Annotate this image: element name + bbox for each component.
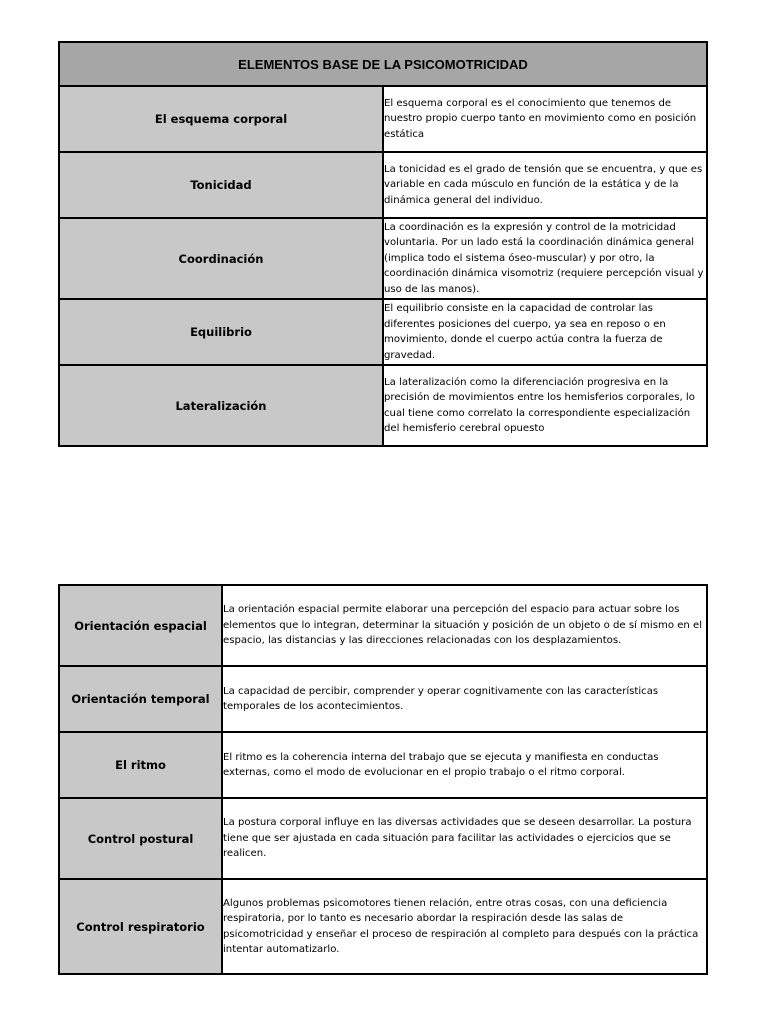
description-cell: El ritmo es la coherencia interna del trabajo que se ejecuta y manifiesta en conductas externas, como el modo de evolucionar en el propio trabajo o el ritmo corporal. — [222, 732, 707, 798]
table-row — [59, 798, 707, 879]
term-cell: Orientación temporal — [59, 666, 222, 732]
description-cell: La coordinación es la expresión y control de la motricidad voluntaria. Por un lado está la coordinación dinámica general (implica todo el sistema óseo-muscular) y por otro, la coordinación dinámica visomotriz (requiere percepción visual y uso de las manos). — [383, 218, 707, 299]
description-cell: Algunos problemas psicomotores tienen relación, entre otras cosas, con una deficiencia respiratoria, por lo tanto es necesario abordar la respiración desde las salas de psicomotricidad y enseñar el proceso de respiración al completo para después con la práctica intentar automatizarlo. — [222, 879, 707, 974]
table-title-row — [59, 42, 707, 86]
description-cell: El esquema corporal es el conocimiento que tenemos de nuestro propio cuerpo tanto en movimiento como en posición estática — [383, 86, 707, 152]
description-cell: La tonicidad es el grado de tensión que se encuentra, y que es variable en cada músculo en función de la estática y de la dinámica general del individuo. — [383, 152, 707, 218]
table-row — [59, 218, 707, 299]
table-title: ELEMENTOS BASE DE LA PSICOMOTRICIDAD — [59, 42, 707, 86]
table-row — [59, 585, 707, 666]
term-cell: Coordinación — [59, 218, 383, 299]
table-row — [59, 299, 707, 365]
term-cell: Orientación espacial — [59, 585, 222, 666]
term-cell: El ritmo — [59, 732, 222, 798]
description-cell: La orientación espacial permite elaborar una percepción del espacio para actuar sobre los elementos que lo integran, determinar la situación y posición de un objeto o de sí mismo en el espacio, las distancias y las direcciones relacionadas con los desplazamientos. — [222, 585, 707, 666]
term-cell: El esquema corporal — [59, 86, 383, 152]
term-cell: Control postural — [59, 798, 222, 879]
elements-table-2 — [58, 584, 708, 975]
elements-table-1 — [58, 41, 708, 447]
table-row — [59, 879, 707, 974]
term-cell: Equilibrio — [59, 299, 383, 365]
description-cell: El equilibrio consiste en la capacidad de controlar las diferentes posiciones del cuerpo, ya sea en reposo o en movimiento, donde el cuerpo actúa contra la fuerza de gravedad. — [383, 299, 707, 365]
table-row — [59, 732, 707, 798]
description-cell: La capacidad de percibir, comprender y operar cognitivamente con las características temporales de los acontecimientos. — [222, 666, 707, 732]
term-cell: Lateralización — [59, 365, 383, 446]
table-row — [59, 365, 707, 446]
table-row — [59, 152, 707, 218]
description-cell: La postura corporal influye en las diversas actividades que se deseen desarrollar. La postura tiene que ser ajustada en cada situación para facilitar las actividades o ejercicios que se realicen. — [222, 798, 707, 879]
term-cell: Control respiratorio — [59, 879, 222, 974]
term-cell: Tonicidad — [59, 152, 383, 218]
table-row — [59, 666, 707, 732]
description-cell: La lateralización como la diferenciación progresiva en la precisión de movimientos entre los hemisferios corporales, lo cual tiene como correlato la correspondiente especialización del hemisferio cerebral opuesto — [383, 365, 707, 446]
table-row — [59, 86, 707, 152]
